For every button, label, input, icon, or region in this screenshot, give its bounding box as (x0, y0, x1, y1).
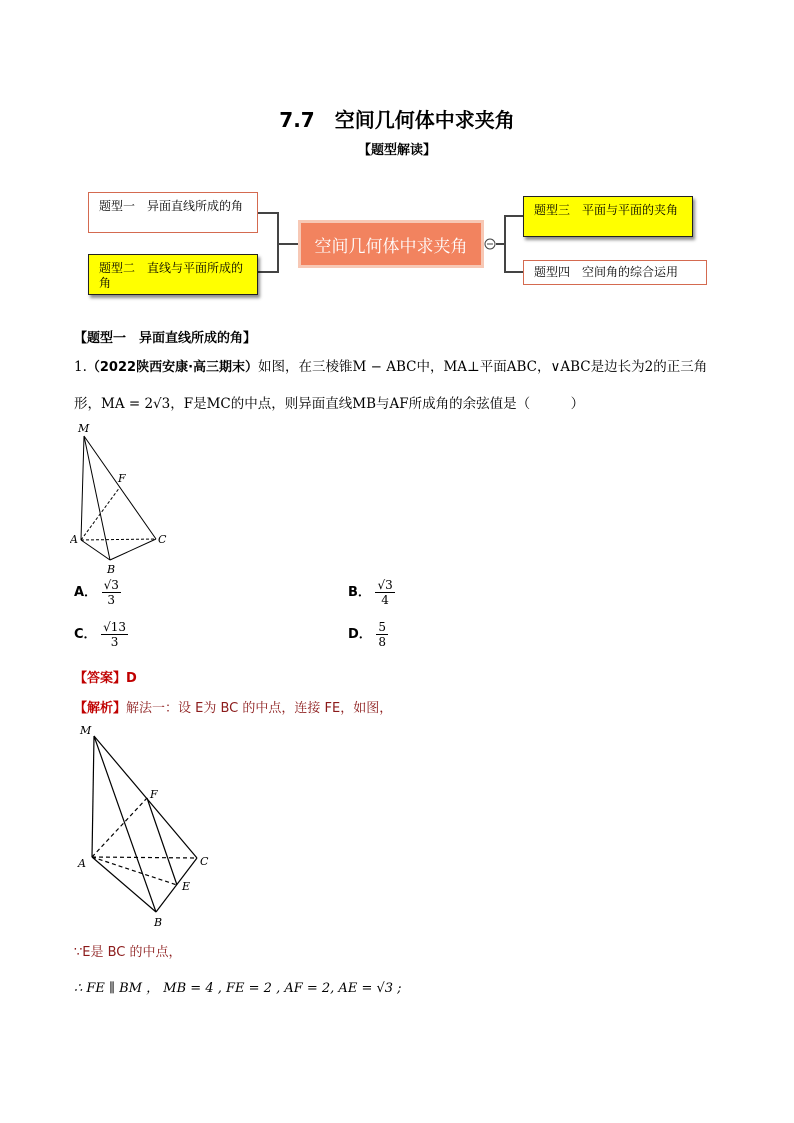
label-C: C (200, 855, 209, 868)
label-F: F (150, 788, 158, 801)
question-line2: 形，MA = 2√3，F是MC的中点，则异面直线MB与AF所成角的余弦值是（ ） (74, 396, 585, 412)
question-source: （2022陕西安康·高三期末） (86, 360, 259, 375)
label-B: B (107, 563, 116, 576)
analysis-prefix: 【解析】 (74, 701, 127, 716)
label-A: A (70, 533, 78, 546)
option-a[interactable]: A． $\frac{√3}{3}$ (74, 578, 119, 607)
tetrahedron-figure-2 (74, 722, 224, 930)
label-E: E (182, 880, 191, 893)
connector-left-bottom (258, 244, 278, 272)
analysis-text: 解法一：设 E为 BC 的中点，连接 FE，如图， (126, 701, 393, 716)
mindmap-node-type3[interactable]: 题型三 平面与平面的夹角 (523, 196, 693, 237)
tetrahedron-figure-1 (70, 422, 180, 577)
mindmap-node-type2[interactable]: 题型二 直线与平面所成的角 (88, 254, 258, 295)
question-text (74, 357, 724, 378)
analysis-line (74, 697, 392, 716)
label-F: F (118, 472, 126, 485)
label-C: C (158, 533, 167, 546)
connector-right-bottom (505, 244, 523, 272)
option-b[interactable]: B． $\frac{√3}{4}$ (348, 578, 393, 607)
label-A: A (78, 857, 86, 870)
page-subtitle: 【题型解读】 (357, 143, 436, 158)
section-heading: 【题型一 异面直线所成的角】 (74, 331, 257, 346)
because-line: ∵E是 BC 的中点， (74, 945, 182, 960)
option-c[interactable]: C． $\frac{√13}{3}$ (74, 620, 126, 649)
connector-left-top (258, 213, 298, 244)
mindmap-node-type1[interactable]: 题型一 异面直线所成的角 (88, 192, 258, 233)
therefore-line: ∴ FE ∥ BM ， MB = 4 , FE = 2 , AF = 2, AE = √3 ; (74, 981, 402, 996)
option-d[interactable]: D． $\frac{5}{8}$ (348, 620, 386, 649)
answer-text: 【答案】D (74, 671, 137, 686)
question-line1: 如图，在三棱锥M − ABC中，MA⊥平面ABC，∨ABC是边长为2的正三角 (258, 359, 708, 375)
question-number: 1. (74, 359, 87, 375)
mindmap-node-type4[interactable]: 题型四 空间角的综合运用 (523, 260, 707, 285)
label-B: B (154, 916, 163, 929)
page-title: 7.7 空间几何体中求夹角 (279, 108, 515, 132)
mindmap-center-node[interactable]: 空间几何体中求夹角 (298, 220, 484, 268)
label-M: M (78, 422, 90, 435)
connector-right-top (496, 216, 523, 244)
label-M: M (80, 724, 92, 737)
